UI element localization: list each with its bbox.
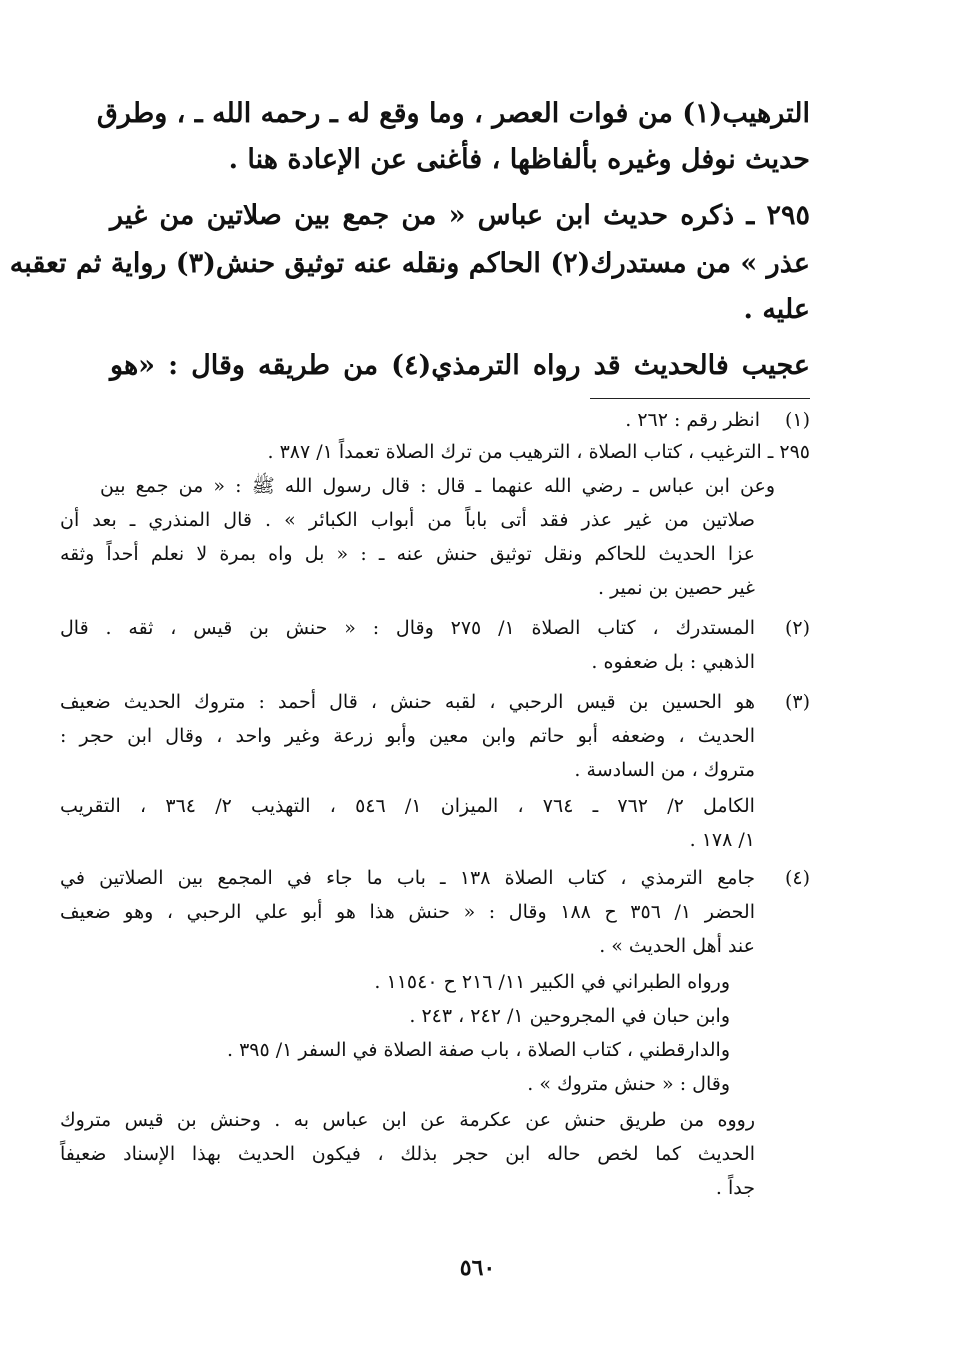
footnote-line: وقال : « حنش متروك » . <box>527 1073 730 1095</box>
footnote-line: جداً . <box>715 1177 755 1199</box>
footnote-line: الذهبي : بل ضعفوه . <box>591 651 755 673</box>
footnote-number: (١) <box>784 409 810 431</box>
footnote-line: عند أهل الحديث » . <box>599 935 755 957</box>
footnote-line: وعن ابن عباس ـ رضي الله عنهما ـ قال : قال رسول الله ﷺ : « من جمع بين <box>100 475 775 497</box>
footnote-line: ورواه الطبراني في الكبير ١١/ ٢١٦ ح ١١٥٤٠ . <box>374 971 730 993</box>
footnote-divider <box>590 398 810 399</box>
main-text-line: عليه . <box>743 294 810 325</box>
footnote-line: متروك ، من السادسة . <box>574 759 755 781</box>
footnote-line: ٢٩٥ ـ الترغيب ، كتاب الصلاة ، الترهيب من ترك الصلاة تعمداً ١/ ٣٨٧ . <box>267 441 810 463</box>
footnote-line: الكامل ٢/ ٧٦٢ ـ ٧٦٤ ، الميزان ١/ ٥٤٦ ، التهذيب ٢/ ٣٦٤ ، التقريب <box>60 795 755 817</box>
footnote-line: ١/ ١٧٨ . <box>689 829 755 851</box>
footnote-number: (٣) <box>784 691 810 713</box>
footnote-line: المستدرك ، كتاب الصلاة ١/ ٢٧٥ وقال : « حنش بن قيس ، ثقه . قال <box>60 617 755 639</box>
page-number: ٥٦٠ <box>459 1255 496 1281</box>
footnote-line: عزا الحديث للحاكم ونقل توثيق حنش عنه ـ : « بل واه بمرة لا نعلم أحداً وثقه <box>60 543 755 565</box>
main-text-line: عجيب فالحديث قد رواه الترمذي(٤) من طريقه وقال : «هو <box>110 350 810 381</box>
footnote-line: جامع الترمذي ، كتاب الصلاة ١٣٨ ـ باب ما جاء في المجمع بين الصلاتين في <box>60 867 755 889</box>
footnote-line: رووه من طريق حنش عن عكرمة عن ابن عباس به . وحنش بن قيس متروك <box>60 1109 755 1131</box>
footnote-line: غير حصين بن نمير . <box>597 577 755 599</box>
footnote-line: والدارقطني ، كتاب الصلاة ، باب صفة الصلاة في السفر ١/ ٣٩٥ . <box>226 1039 730 1061</box>
footnote-line: الحديث كما لخص حاله ابن حجر بذلك ، فيكون الحديث بهذا الإسناد ضعيفاً <box>60 1143 755 1165</box>
main-text-line: ٢٩٥ ـ ذكره حديث ابن عباس « من جمع بين صلاتين من غير <box>110 200 810 231</box>
footnote-line: انظر رقم : ٢٦٢ . <box>625 409 760 431</box>
footnote-line: وابن حبان في المجروحين ١/ ٢٤٢ ، ٢٤٣ . <box>409 1005 730 1027</box>
footnote-line: الحضر ١/ ٣٥٦ ح ١٨٨ وقال : « حنش هذا هو أبو علي الرحبي ، وهو ضعيف <box>60 901 755 923</box>
footnote-number: (٢) <box>784 617 810 639</box>
footnote-line: الحديث ، وضعفه أبو حاتم وابن معين وأبو زرعة وغير واحد ، وقال ابن حجر : <box>60 725 755 747</box>
footnote-line: هو الحسين بن قيس الرحبي ، لقبه حنش ، قال أحمد : متروك الحديث ضعيف <box>60 691 755 713</box>
footnote-line: صلاتين من غير عذر فقد أتى باباً من أبواب الكبائر » . قال المنذري ـ بعد أن <box>60 509 755 531</box>
main-text-line: الترهيب(١) من فوات العصر ، وما وقع له ـ رحمه الله ـ ، وطرق <box>96 98 810 129</box>
main-text-line: عذر » من مستدرك(٢) الحاكم ونقله عنه توثيق حنش(٣) رواية ثم تعقبه <box>9 248 810 279</box>
main-text-line: حديث نوفل وغيره بألفاظها ، فأغنى عن الإعادة هنا . <box>228 144 810 175</box>
footnote-number: (٤) <box>784 867 810 889</box>
